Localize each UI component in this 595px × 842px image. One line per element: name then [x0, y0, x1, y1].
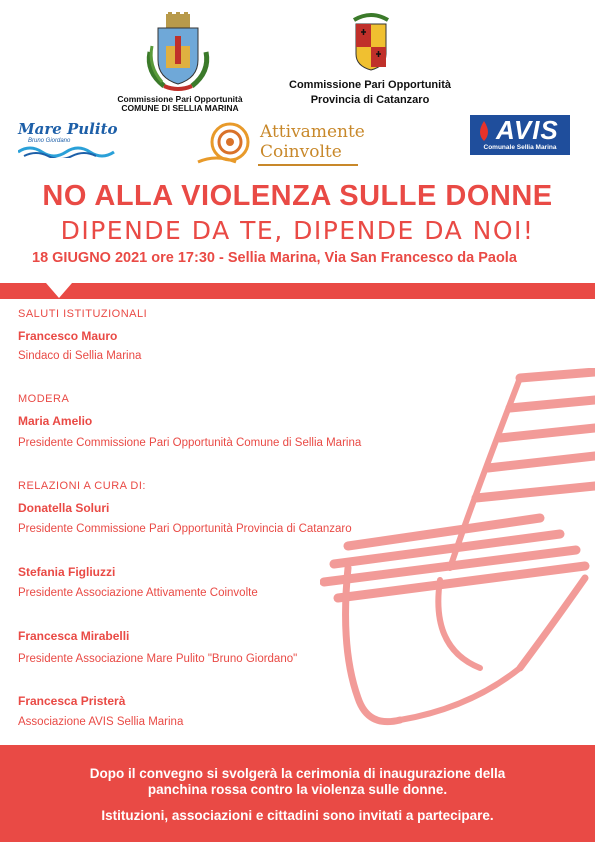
event-date-location: 18 GIUGNO 2021 ore 17:30 - Sellia Marina, Via San Francesco da Paola [32, 250, 517, 266]
speaker-name: Francesca Pristerà [18, 694, 126, 708]
subtitle: DIPENDE DA TE, DIPENDE DA NOI! [60, 216, 535, 245]
footer-line-1: Dopo il convegno si svolgerà la cerimonia di inaugurazione della [89, 766, 506, 781]
sellia-marina-crest [142, 12, 214, 94]
red-bench-illustration [320, 368, 595, 748]
sellia-logo-line2: COMUNE DI SELLIA MARINA [121, 103, 239, 113]
avis-sub: Comunale Sellia Marina [483, 144, 557, 151]
speaker-name: Francesca Mirabelli [18, 629, 130, 643]
mare-pulito-logo [18, 120, 118, 160]
speaker-role: Presidente Associazione Mare Pulito "Bruno Giordano" [18, 653, 298, 665]
avis-text: AVIS [496, 115, 559, 145]
footer-line-2: panchina rossa contro la violenza sulle donne. [147, 782, 448, 797]
main-title: NO ALLA VIOLENZA SULLE DONNE [42, 180, 553, 212]
attivamente-coinvolte-logo [196, 118, 366, 170]
speaker-name: Stefania Figliuzzi [18, 565, 116, 579]
catanzaro-crest [348, 10, 394, 72]
mare-pulito-sub: Bruno Giordano [28, 138, 71, 144]
speaker-role: Sindaco di Sellia Marina [18, 350, 142, 362]
header-band [0, 283, 595, 299]
speaker-role: Associazione AVIS Sellia Marina [18, 716, 184, 728]
speaker-name: Donatella Soluri [18, 501, 110, 515]
catanzaro-logo-line1: Commissione Pari Opportunità [289, 79, 451, 91]
sellia-logo-line1: Commissione Pari Opportunità [117, 94, 243, 104]
section-relazioni: RELAZIONI A CURA DI: [18, 480, 146, 492]
speaker-name: Maria Amelio [18, 414, 93, 428]
speaker-role: Presidente Commissione Pari Opportunità Comune di Sellia Marina [18, 437, 362, 449]
section-modera: MODERA [18, 393, 70, 405]
coinvolte-text: Coinvolte [260, 142, 342, 162]
attivamente-text: Attivamente [260, 122, 365, 142]
section-saluti: SALUTI ISTITUZIONALI [18, 308, 148, 320]
catanzaro-logo-line2: Provincia di Catanzaro [310, 94, 430, 106]
footer-line-3: Istituzioni, associazioni e cittadini sono invitati a partecipare. [101, 808, 494, 823]
avis-logo [466, 115, 570, 155]
mare-pulito-text: Mare Pulito [18, 120, 118, 138]
band-notch [46, 283, 72, 298]
speaker-name: Francesco Mauro [18, 329, 118, 343]
speaker-role: Presidente Associazione Attivamente Coinvolte [18, 587, 258, 599]
speaker-role: Presidente Commissione Pari Opportunità Provincia di Catanzaro [18, 523, 352, 535]
